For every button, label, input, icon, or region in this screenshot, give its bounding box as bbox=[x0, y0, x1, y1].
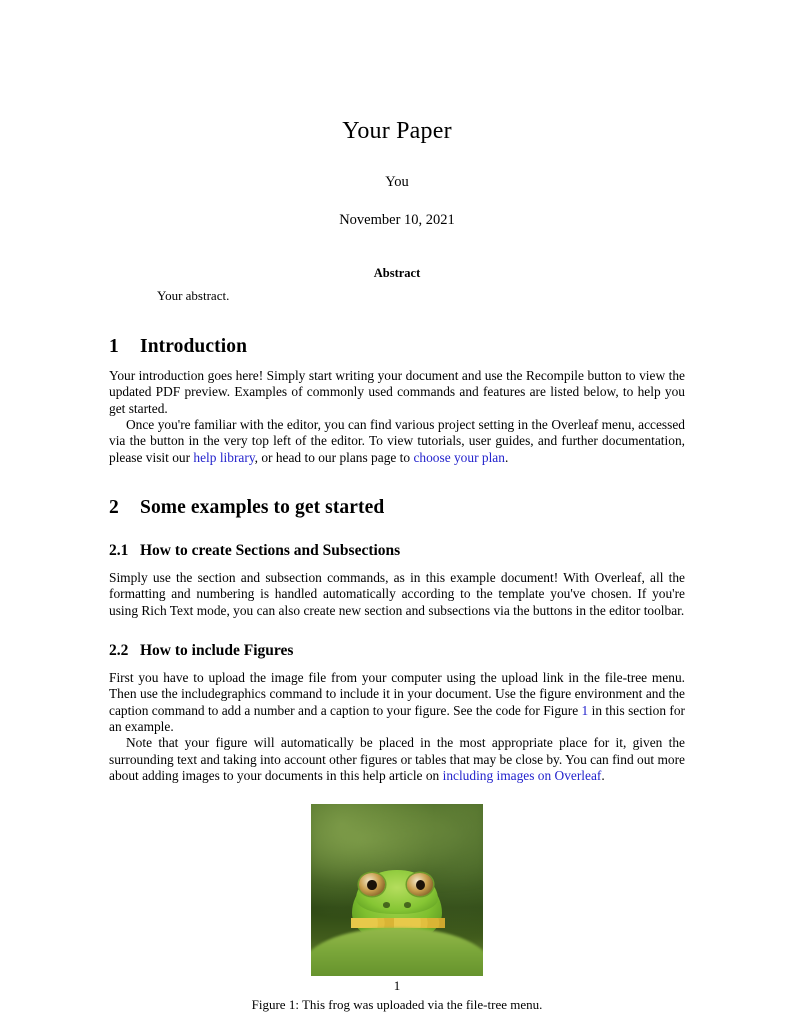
page-title: Your Paper bbox=[342, 118, 452, 144]
paragraph-intro-2-mid: , or head to our plans page to bbox=[254, 449, 414, 465]
document-date: November 10, 2021 bbox=[339, 212, 455, 228]
paragraph-2-2-2 bbox=[109, 735, 685, 784]
paragraph-intro-2-pre: Once you're familiar with the editor, you can find various project setting in the Overleaf menu, accessed via the button in the very top left of the editor. To view tutorials, user guides, and further documentation, please visit our bbox=[109, 416, 685, 465]
section-title-1: Introduction bbox=[140, 335, 248, 357]
page-number: 1 bbox=[393, 978, 401, 993]
paragraph-2-2-1 bbox=[109, 670, 685, 735]
abstract-heading: Abstract bbox=[373, 266, 421, 280]
subsection-heading-2-2 bbox=[109, 642, 685, 660]
section-title-2: Some examples to get started bbox=[140, 496, 385, 518]
subsection-number-2-2: 2.2 bbox=[109, 641, 129, 659]
choose-your-plan-link[interactable]: choose your plan bbox=[413, 449, 505, 465]
help-library-link[interactable]: help library bbox=[193, 449, 255, 465]
paragraph-2-2-1-post: in this section for an example. bbox=[109, 702, 685, 735]
figure-reference-link[interactable]: 1 bbox=[581, 702, 589, 718]
frog-photo bbox=[311, 804, 483, 976]
section-heading-1 bbox=[109, 336, 685, 358]
section-number-2: 2 bbox=[109, 496, 119, 518]
paragraph-2-2-1-pre: First you have to upload the image file from your computer using the upload link in the file-tree menu. Then use the includegraphics command to include it in your document. Use the figure environment and the caption command to add a number and a caption to your figure. See the code for Figure bbox=[109, 669, 685, 718]
including-images-link[interactable]: including images on Overleaf bbox=[442, 768, 602, 784]
section-number-1: 1 bbox=[109, 335, 119, 357]
section-heading-2 bbox=[109, 497, 685, 519]
frog-eye-right bbox=[407, 873, 433, 895]
paragraph-intro-2 bbox=[109, 417, 685, 466]
paragraph-2-1-1: Simply use the section and subsection commands, as in this example document! With Overleaf, all the formatting and numbering is handled automatically according to the template you've chosen. If you're using Rich Text mode, you can also create new section and subsections via the buttons in the editor toolbar. bbox=[109, 569, 685, 618]
abstract-text: Your abstract. bbox=[157, 288, 230, 303]
subsection-heading-2-1 bbox=[109, 542, 685, 560]
paragraph-intro-1: Your introduction goes here! Simply start writing your document and use the Recompile button to view the updated PDF preview. Examples of commonly used commands and features are listed below, to help you get started. bbox=[109, 367, 685, 416]
figure-caption: Figure 1: This frog was uploaded via the file-tree menu. bbox=[251, 997, 543, 1013]
frog-nostril-left bbox=[383, 902, 390, 907]
document-author: You bbox=[385, 174, 409, 190]
paragraph-intro-2-post: . bbox=[504, 449, 509, 465]
frog-nostril-right bbox=[404, 902, 411, 907]
subsection-title-2-1: How to create Sections and Subsections bbox=[140, 541, 401, 559]
frog-eye-left bbox=[359, 873, 385, 895]
subsection-number-2-1: 2.1 bbox=[109, 541, 129, 559]
frog-pupil-left bbox=[367, 880, 376, 890]
paragraph-2-2-2-post: . bbox=[601, 768, 605, 784]
frog-pupil-right bbox=[416, 880, 425, 890]
subsection-title-2-2: How to include Figures bbox=[140, 641, 294, 659]
paragraph-2-2-2-pre: Note that your figure will automatically be placed in the most appropriate place for it, given the surrounding text and taking into account other figures or tables that may be close by. You can find out more about adding images to your documents in this help article on bbox=[109, 735, 685, 784]
frog-toes-right bbox=[394, 918, 446, 928]
